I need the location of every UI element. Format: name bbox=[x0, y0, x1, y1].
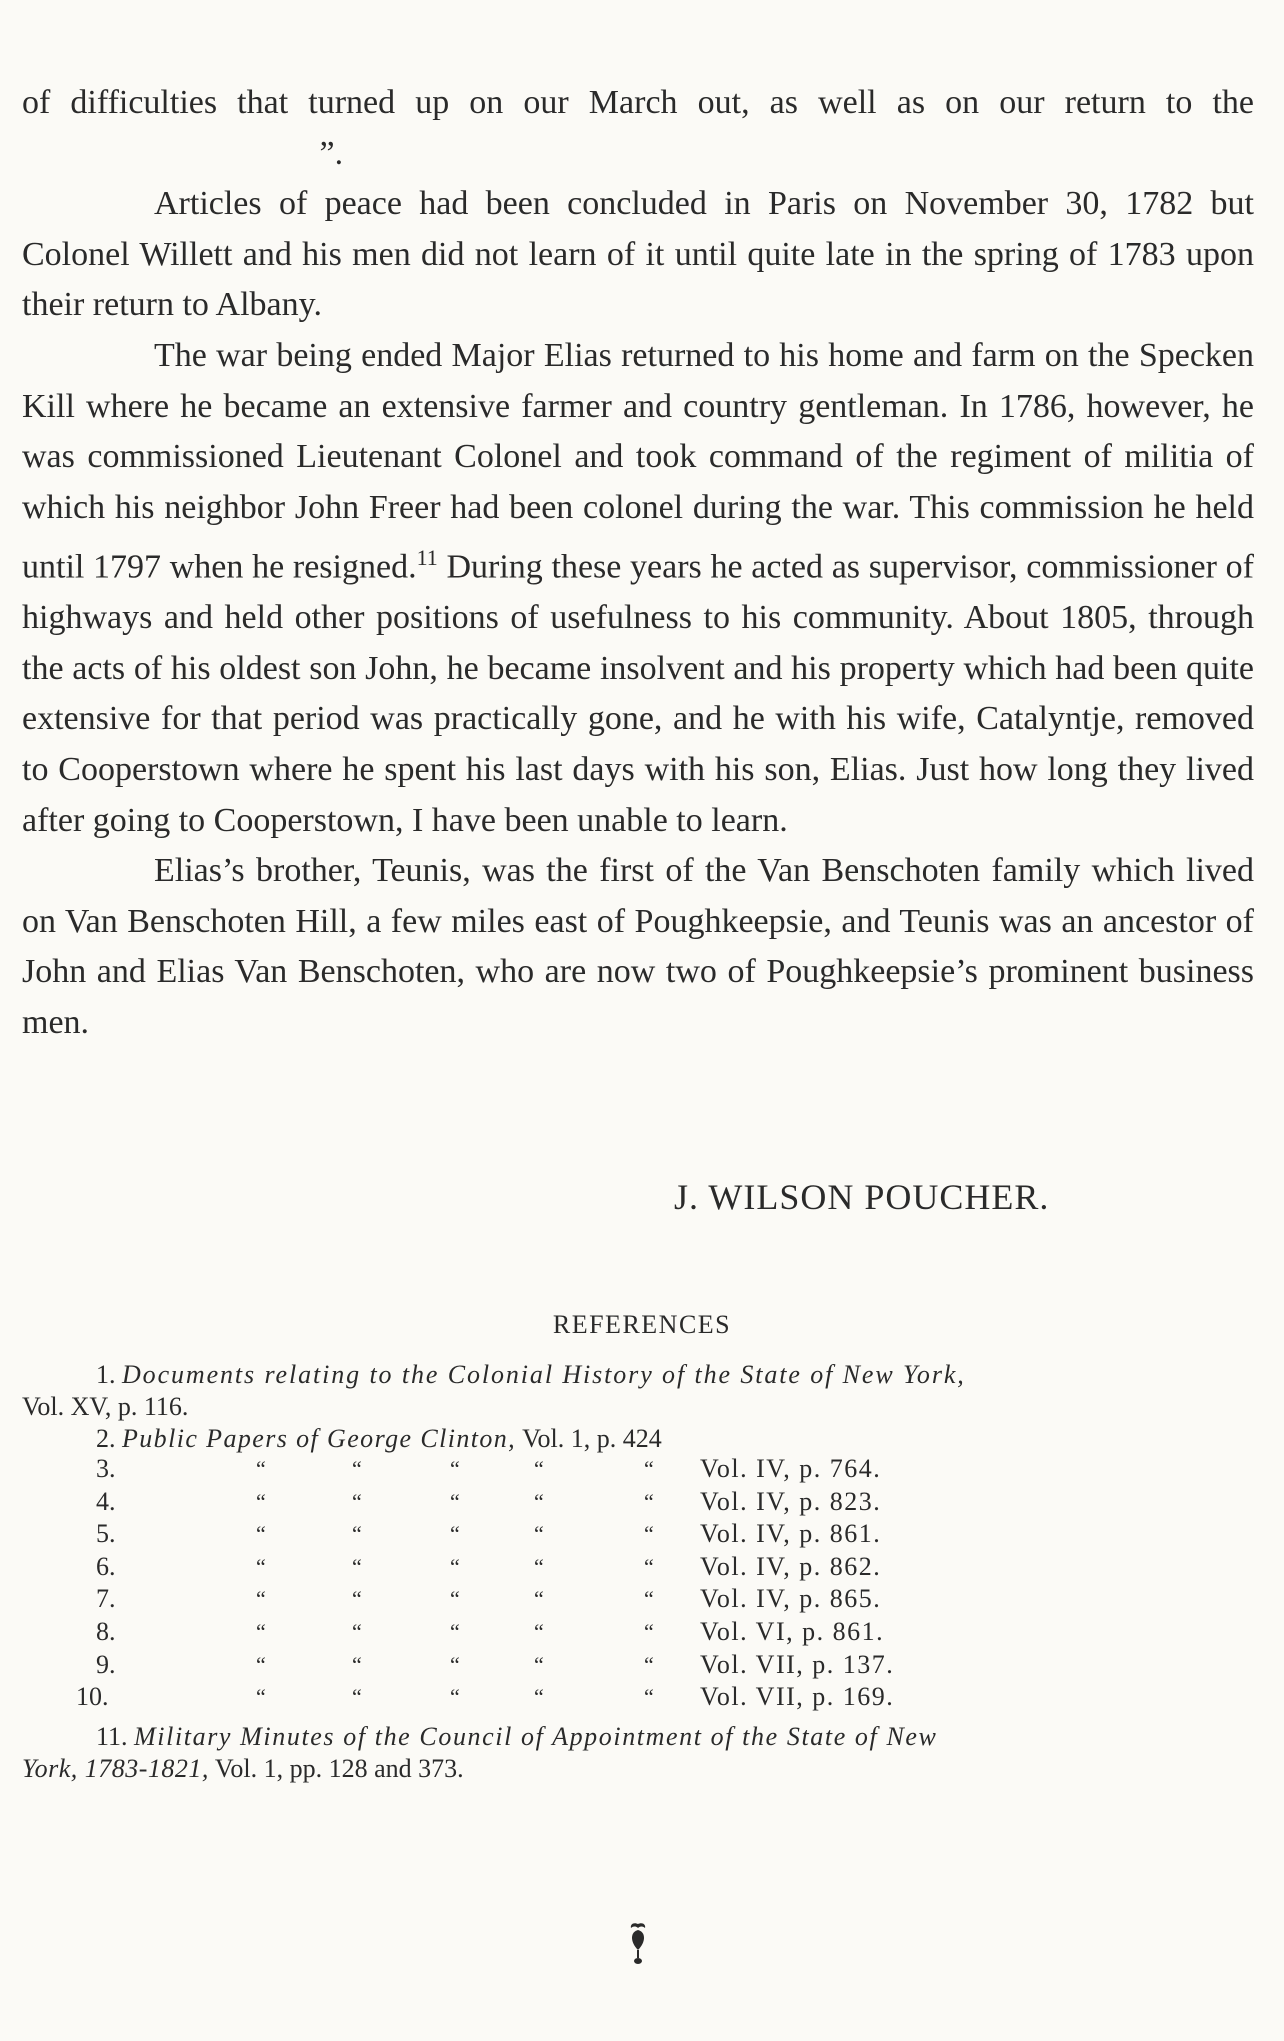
paragraph-teunis: Elias’s brother, Teunis, was the first of the Van Benschoten family which lived on Van Benschoten Hill, a few miles east of Poughkeepsie, and Teunis was an ancestor of John and Elias Van Benschoten, who are now two of Poughkeepsie’s prominent business men. bbox=[22, 852, 1254, 1042]
reference-11-volume: Vol. 1, pp. 128 and 373. bbox=[214, 1754, 464, 1783]
ditto-mark: “ bbox=[256, 1586, 266, 1612]
paragraph-continuation: of difficulties that turned up on our March out, as well as on our return to the ”. bbox=[22, 84, 1254, 172]
reference-number: 6. bbox=[96, 1551, 116, 1581]
acorn-ornament-icon bbox=[620, 1920, 656, 1966]
reference-1-title: Documents relating to the Colonial History of the State of New York, bbox=[122, 1360, 966, 1389]
reference-volume: Vol. IV, p. 865. bbox=[700, 1584, 882, 1614]
ditto-mark: “ bbox=[534, 1488, 544, 1514]
ditto-mark: “ bbox=[256, 1684, 266, 1710]
reference-volume: Vol. VII, p. 169. bbox=[700, 1682, 895, 1712]
reference-number: 7. bbox=[96, 1584, 116, 1614]
reference-volume: Vol. VII, p. 137. bbox=[700, 1649, 895, 1679]
reference-1-number: 1. bbox=[96, 1360, 116, 1389]
reference-11-number: 11. bbox=[96, 1722, 128, 1751]
ditto-mark: “ bbox=[256, 1619, 266, 1644]
paragraph-articles-of-peace: Articles of peace had been concluded in Paris on November 30, 1782 but Colonel Willett and his men did not learn of it until quite late in the spring of 1783 upon their return to Albany. bbox=[22, 185, 1254, 324]
reference-2-volume: Vol. 1, p. 424 bbox=[522, 1424, 662, 1453]
reference-2-number: 2. bbox=[96, 1424, 116, 1453]
reference-number: 10. bbox=[76, 1682, 109, 1712]
ditto-mark: “ bbox=[352, 1684, 362, 1710]
ditto-mark: “ bbox=[644, 1586, 654, 1612]
author-signature: J. WILSON POUCHER. bbox=[674, 1177, 1050, 1217]
ditto-mark: “ bbox=[534, 1586, 544, 1612]
ditto-mark: “ bbox=[644, 1684, 654, 1710]
ditto-mark: “ bbox=[534, 1619, 544, 1644]
ditto-mark: “ bbox=[450, 1521, 460, 1547]
ditto-mark: “ bbox=[534, 1456, 544, 1481]
reference-11-continuation bbox=[22, 1754, 464, 1784]
reference-volume: Vol. IV, p. 861. bbox=[700, 1519, 882, 1549]
ditto-mark: “ bbox=[534, 1684, 544, 1710]
ditto-mark: “ bbox=[352, 1488, 362, 1514]
ditto-mark: “ bbox=[256, 1521, 266, 1547]
reference-number: 5. bbox=[96, 1519, 116, 1549]
ditto-mark: “ bbox=[352, 1619, 362, 1644]
ditto-mark: “ bbox=[644, 1651, 654, 1677]
ditto-mark: “ bbox=[644, 1619, 654, 1644]
ditto-mark: “ bbox=[256, 1456, 266, 1481]
reference-2 bbox=[96, 1424, 662, 1454]
ditto-mark: “ bbox=[450, 1684, 460, 1710]
ditto-mark: “ bbox=[352, 1521, 362, 1547]
reference-11 bbox=[96, 1722, 937, 1752]
ditto-mark: “ bbox=[256, 1488, 266, 1514]
ditto-mark: “ bbox=[534, 1521, 544, 1547]
reference-volume: Vol. VI, p. 861. bbox=[700, 1617, 885, 1646]
ditto-mark: “ bbox=[256, 1553, 266, 1579]
ditto-mark: “ bbox=[450, 1488, 460, 1514]
reference-number: 4. bbox=[96, 1486, 116, 1516]
ditto-mark: “ bbox=[534, 1553, 544, 1579]
reference-11-title-line1: Military Minutes of the Council of Appointment of the State of New bbox=[134, 1722, 938, 1751]
references-heading: REFERENCES bbox=[552, 1310, 732, 1339]
reference-volume: Vol. IV, p. 823. bbox=[700, 1486, 882, 1516]
reference-11-title-line2: York, 1783-1821, bbox=[22, 1754, 209, 1783]
reference-number: 8. bbox=[96, 1617, 116, 1646]
ditto-mark: “ bbox=[256, 1651, 266, 1677]
body-text bbox=[22, 78, 1254, 1049]
ditto-mark: “ bbox=[644, 1521, 654, 1547]
ditto-mark: “ bbox=[352, 1586, 362, 1612]
reference-2-title: Public Papers of George Clinton, bbox=[122, 1424, 517, 1453]
ditto-mark: “ bbox=[352, 1456, 362, 1481]
reference-number: 3. bbox=[96, 1454, 116, 1483]
reference-1 bbox=[96, 1360, 966, 1390]
ditto-mark: “ bbox=[450, 1456, 460, 1481]
ditto-mark: “ bbox=[644, 1456, 654, 1481]
reference-1-continuation: Vol. XV, p. 116. bbox=[22, 1392, 189, 1421]
paragraph-major-elias bbox=[22, 331, 1254, 846]
reference-volume: Vol. IV, p. 764. bbox=[700, 1454, 882, 1483]
ditto-mark: “ bbox=[644, 1553, 654, 1579]
reference-number: 9. bbox=[96, 1649, 116, 1679]
ditto-mark: “ bbox=[450, 1651, 460, 1677]
ditto-mark: “ bbox=[450, 1619, 460, 1644]
ditto-mark: “ bbox=[450, 1586, 460, 1612]
ditto-mark: “ bbox=[450, 1553, 460, 1579]
ditto-mark: “ bbox=[644, 1488, 654, 1514]
footnote-marker-11: 11 bbox=[416, 545, 438, 571]
reference-volume: Vol. IV, p. 862. bbox=[700, 1551, 882, 1581]
ditto-mark: “ bbox=[352, 1553, 362, 1579]
ditto-mark: “ bbox=[534, 1651, 544, 1677]
paragraph-major-elias-part2: During these years he acted as supervisor, commissioner of highways and held other positions of usefulness to his community. About 1805, through the acts of his oldest son John, he became insolvent and his property which had been quite extensive for that period was practically gone, and he with his wife, Catalyntje, removed to Cooperstown where he spent his last days with his son, Elias. Just how long they lived after going to Cooperstown, I have been unable to learn. bbox=[22, 548, 1254, 839]
paragraph-major-elias-part1: The war being ended Major Elias returned to his home and farm on the Specken Kill where he became an extensive farmer and country gentleman. In 1786, however, he was commissioned Lieutenant Colonel and took command of the regiment of militia of which his neighbor John Freer had been colonel during the war. This commission he held until 1797 when he resigned. bbox=[22, 336, 1254, 586]
ditto-mark: “ bbox=[352, 1651, 362, 1677]
